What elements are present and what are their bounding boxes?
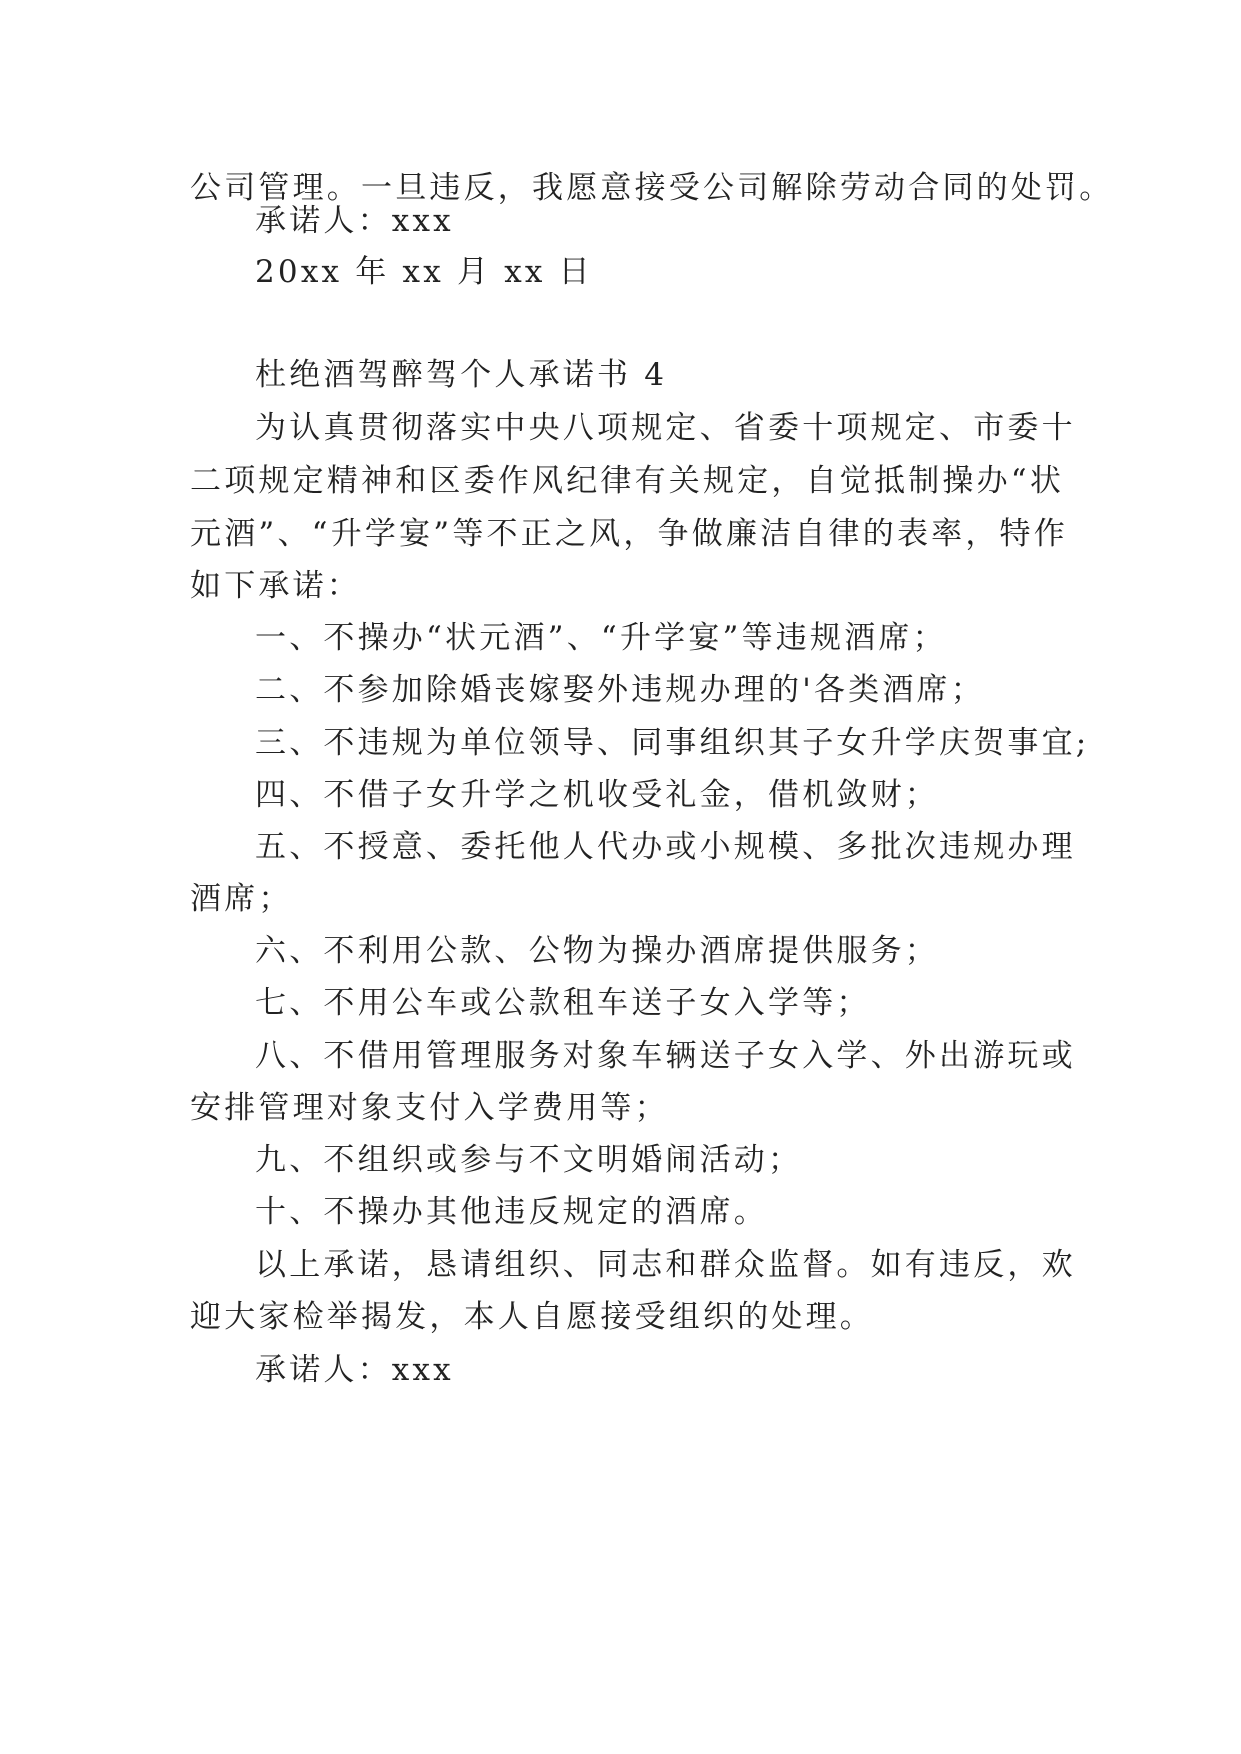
intro-paragraph-line: 如下承诺： [190, 568, 361, 604]
pledge-item: 八、不借用管理服务对象车辆送子女入学、外出游玩或 [255, 1038, 1076, 1074]
signature-line: 承诺人：xxx [255, 1352, 454, 1388]
pledge-item: 六、不利用公款、公物为操办酒席提供服务； [255, 933, 939, 969]
pledge-item: 十、不操办其他违反规定的酒席。 [255, 1194, 768, 1230]
pledge-item: 九、不组织或参与不文明婚闹活动； [255, 1142, 803, 1178]
section-title: 杜绝酒驾醉驾个人承诺书 4 [255, 357, 668, 393]
paragraph-continuation: 公司管理。一旦违反，我愿意接受公司解除劳动合同的处罚。 [190, 170, 1114, 206]
pledge-item: 二、不参加除婚丧嫁娶外违规办理的'各类酒席； [255, 672, 985, 708]
pledge-item-continuation: 安排管理对象支付入学费用等； [190, 1090, 669, 1126]
pledge-item-continuation: 酒席； [190, 881, 293, 917]
pledge-item: 五、不授意、委托他人代办或小规模、多批次违规办理 [255, 829, 1076, 865]
closing-paragraph-line: 以上承诺，恳请组织、同志和群众监督。如有违反，欢 [255, 1247, 1076, 1283]
signature-line: 承诺人：xxx [255, 203, 454, 239]
pledge-item: 四、不借子女升学之机收受礼金，借机敛财； [255, 777, 939, 813]
intro-paragraph-line: 二项规定精神和区委作风纪律有关规定，自觉抵制操办“状 [190, 463, 1065, 499]
date-line: 20xx 年 xx 月 xx 日 [255, 254, 593, 290]
intro-paragraph-line: 为认真贯彻落实中央八项规定、省委十项规定、市委十 [255, 410, 1076, 446]
pledge-item: 三、不违规为单位领导、同事组织其子女升学庆贺事宜; [255, 725, 1090, 761]
closing-paragraph-line: 迎大家检举揭发，本人自愿接受组织的处理。 [190, 1299, 874, 1335]
intro-paragraph-line: 元酒”、“升学宴”等不正之风，争做廉洁自律的表率，特作 [190, 516, 1068, 552]
pledge-item: 一、不操办“状元酒”、“升学宴”等违规酒席； [255, 620, 947, 656]
pledge-item: 七、不用公车或公款租车送子女入学等； [255, 985, 871, 1021]
